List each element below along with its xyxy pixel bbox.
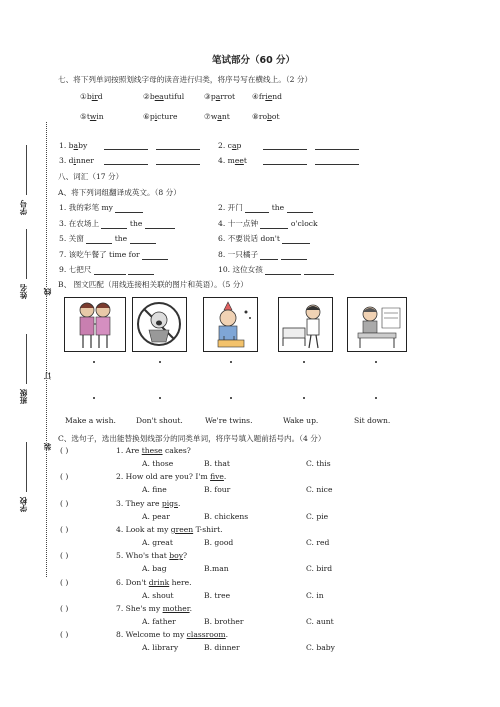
section8-A-instruction: A、将下列词组翻译成英文。（8 分） <box>58 188 181 197</box>
word-number: ⑧ <box>252 112 259 121</box>
word-option <box>252 92 282 101</box>
binding-mark: 装 <box>43 443 52 451</box>
phrase-item <box>218 264 334 275</box>
phrase-number: 6. <box>218 234 228 243</box>
phrase-item <box>218 202 313 213</box>
match-dot[interactable] <box>93 397 95 399</box>
question-underlined-letters: drink <box>148 577 170 587</box>
question-suffix: ? <box>183 551 188 561</box>
word-underlined-letters: i <box>154 112 158 121</box>
side-fill-line[interactable] <box>26 442 27 492</box>
word-suffix: nt <box>221 112 230 121</box>
match-dot[interactable] <box>159 361 161 363</box>
answer-option[interactable]: B. tree <box>204 590 231 600</box>
side-label: 班级 <box>19 389 28 404</box>
word-underlined-letters: ie <box>265 92 273 101</box>
question-text <box>116 525 223 534</box>
phrase-number: 9. <box>59 265 69 274</box>
phrase-fill-word: the <box>129 218 145 228</box>
question-text <box>116 446 191 455</box>
group-word-prefix: c <box>227 141 232 150</box>
question-underlined-letters: five <box>210 472 224 482</box>
question-text <box>116 472 226 481</box>
word-underlined-letters: w <box>89 112 97 121</box>
answer-option[interactable]: C. nice <box>306 485 333 495</box>
word-number: ⑤ <box>80 112 87 121</box>
page-title: 笔试部分（60 分） <box>212 55 296 66</box>
phrase-blank[interactable] <box>287 204 313 213</box>
word-suffix: nd <box>272 92 282 101</box>
phrase-blank[interactable] <box>304 266 334 275</box>
answer-option[interactable]: B. that <box>204 459 230 468</box>
word-underlined-letters: a <box>217 112 222 121</box>
phrase-blank[interactable] <box>282 235 310 244</box>
match-phrase: Don't shout. <box>136 416 183 425</box>
word-number: ④ <box>252 92 259 101</box>
question-number: 8. <box>116 630 126 640</box>
answer-option[interactable]: A. shout <box>142 590 174 600</box>
match-dot[interactable] <box>303 361 305 363</box>
phrase-blank[interactable] <box>145 220 175 229</box>
group-word-suffix: nner <box>75 156 94 165</box>
phrase-blank[interactable] <box>265 266 301 275</box>
phrase-blank[interactable] <box>94 266 126 275</box>
group-word-prefix: b <box>68 141 74 150</box>
match-dot[interactable] <box>375 361 377 363</box>
group-blank[interactable] <box>156 156 200 165</box>
match-phrase: Sit down. <box>354 416 391 425</box>
phrase-number: 4. <box>218 218 228 228</box>
phrase-blank[interactable] <box>128 266 154 275</box>
picture-wake-up <box>278 297 333 352</box>
side-label: 学校 <box>19 497 28 512</box>
phrase-number: 8. <box>218 249 228 259</box>
answer-option[interactable]: A. pear <box>142 511 170 521</box>
word-suffix: utiful <box>163 92 185 101</box>
answer-option[interactable]: A. great <box>142 537 173 547</box>
answer-option[interactable]: C. in <box>306 590 324 600</box>
question-number: 2. <box>116 472 126 482</box>
sit-down-illustration <box>348 298 406 351</box>
answer-option[interactable]: C. pie <box>306 511 329 521</box>
group-blank[interactable] <box>263 141 307 150</box>
group-word-underlined-letters: ee <box>234 156 244 165</box>
phrase-fill-word: o'clock <box>290 218 318 228</box>
phrase-blank[interactable] <box>281 251 307 260</box>
word-number: ⑥ <box>143 112 150 121</box>
side-label: 姓名 <box>19 284 28 299</box>
section8-heading: 八、词汇（17 分） <box>58 172 124 181</box>
answer-option[interactable]: C. baby <box>306 643 335 653</box>
match-dot[interactable] <box>159 397 161 399</box>
phrase-text: 关窗 <box>68 234 87 243</box>
phrase-item <box>218 233 310 244</box>
word-option <box>252 112 280 121</box>
answer-bracket[interactable]: ( ) <box>60 446 69 455</box>
phrase-item <box>59 233 156 244</box>
match-dot[interactable] <box>230 397 232 399</box>
answer-option[interactable]: A. father <box>142 616 176 626</box>
word-number: ⑦ <box>204 112 211 121</box>
question-prefix: They are <box>125 498 162 508</box>
answer-option[interactable]: B. four <box>204 485 231 495</box>
group-blank[interactable] <box>263 156 307 165</box>
question-underlined-letters: green <box>170 524 194 534</box>
binding-mark: 线 <box>43 288 52 296</box>
question-text <box>116 578 192 587</box>
side-fill-line[interactable] <box>26 229 27 279</box>
phrase-number: 1. <box>59 203 69 212</box>
word-suffix: cture <box>157 112 178 121</box>
question-number: 1. <box>116 446 126 455</box>
sound-group <box>218 156 247 165</box>
question-prefix: Don't <box>125 577 149 587</box>
question-text <box>116 499 180 508</box>
phrase-text: 不要说话 don't <box>227 234 283 243</box>
word-option <box>204 92 235 101</box>
phrase-number: 2. <box>218 203 228 212</box>
group-word-suffix: t <box>243 156 247 165</box>
phrase-text: 该吃午餐了 time for <box>68 249 143 259</box>
question-prefix: She's my <box>125 603 163 613</box>
word-option <box>143 92 184 101</box>
word-suffix: ot <box>271 112 280 121</box>
question-suffix: cakes? <box>162 446 191 455</box>
phrase-blank[interactable] <box>86 235 112 244</box>
word-underlined-letters: a <box>215 92 221 101</box>
question-number: 4. <box>116 524 126 534</box>
answer-option[interactable]: A. those <box>142 459 174 468</box>
binding-line <box>46 122 47 577</box>
answer-option[interactable]: B. brother <box>204 616 244 626</box>
question-suffix: . <box>177 498 181 508</box>
question-underlined-letters: mother <box>162 603 190 613</box>
answer-bracket[interactable]: ( ) <box>60 630 69 640</box>
word-number: ③ <box>204 92 211 101</box>
phrase-text: 开门 <box>227 203 246 212</box>
phrase-item <box>218 218 318 229</box>
group-blank[interactable] <box>315 141 359 150</box>
sound-group <box>218 141 241 150</box>
binding-mark: 订 <box>43 372 52 380</box>
word-prefix: p <box>210 92 216 101</box>
group-blank[interactable] <box>315 156 359 165</box>
answer-option[interactable]: C. red <box>306 537 330 547</box>
phrase-text: 十一点钟 <box>227 218 261 228</box>
answer-option[interactable]: B. chickens <box>204 511 249 521</box>
sound-group <box>59 156 94 165</box>
word-prefix: w <box>210 112 218 121</box>
phrase-item <box>218 249 307 260</box>
make-a-wish-illustration <box>204 298 257 351</box>
match-dot[interactable] <box>375 397 377 399</box>
match-phrase: We're twins. <box>205 416 253 425</box>
word-number: ① <box>80 92 87 101</box>
phrase-blank[interactable] <box>101 220 127 229</box>
word-underlined-letters: b <box>267 112 272 121</box>
question-underlined-letters: boy <box>169 551 184 561</box>
phrase-item <box>59 218 175 229</box>
question-suffix: T-shirt. <box>193 524 223 534</box>
question-prefix: Welcome to my <box>125 630 187 640</box>
match-phrase: Wake up. <box>283 416 319 425</box>
question-suffix: . <box>223 472 227 482</box>
phrase-blank[interactable] <box>130 235 156 244</box>
answer-option[interactable]: A. bag <box>142 564 167 574</box>
phrase-blank[interactable] <box>260 251 278 260</box>
group-number: 2. <box>218 141 228 150</box>
sound-group <box>59 141 87 150</box>
word-prefix: ro <box>258 112 268 121</box>
answer-bracket[interactable]: ( ) <box>60 577 69 587</box>
group-word-prefix: m <box>227 156 235 165</box>
group-word-underlined-letters: a <box>231 141 237 150</box>
picture-sit-down <box>347 297 407 352</box>
answer-option[interactable]: B. dinner <box>204 643 240 653</box>
group-word-underlined-letters: a <box>73 141 79 150</box>
word-prefix: b <box>149 92 155 101</box>
phrase-text: 我的彩笔 my <box>68 203 116 212</box>
word-option <box>204 112 230 121</box>
word-underlined-letters: ir <box>91 92 98 101</box>
question-number: 7. <box>116 603 126 613</box>
phrase-item <box>59 249 168 260</box>
sectionC-instruction: C、选句子，选出能替换划线部分的同类单词，将序号填入题前括号内。（4 分） <box>58 434 326 443</box>
phrase-number: 7. <box>59 249 69 259</box>
word-suffix: in <box>96 112 104 121</box>
picture-twins <box>64 297 126 352</box>
phrase-text: 在农场上 <box>68 218 102 228</box>
phrase-text: 一只橘子 <box>227 249 261 259</box>
dont-shout-illustration <box>133 298 186 351</box>
phrase-item <box>59 202 143 213</box>
word-prefix: p <box>149 112 155 121</box>
question-suffix: here. <box>169 577 192 587</box>
match-dot[interactable] <box>93 361 95 363</box>
side-label: 学号 <box>19 200 28 215</box>
word-prefix: t <box>86 112 90 121</box>
word-option <box>80 112 104 121</box>
group-blank[interactable] <box>156 141 200 150</box>
wake-up-illustration <box>279 298 332 351</box>
phrase-number: 3. <box>59 218 69 228</box>
question-prefix: How old are you? I'm <box>125 472 211 482</box>
match-phrase: Make a wish. <box>65 416 116 425</box>
question-underlined-letters: pigs <box>161 498 178 508</box>
group-blank[interactable] <box>104 141 148 150</box>
question-prefix: Who's that <box>125 551 170 561</box>
phrase-blank[interactable] <box>142 251 168 260</box>
answer-option[interactable]: A. fine <box>142 485 167 495</box>
group-number: 4. <box>218 156 228 165</box>
picture-dont-shout <box>132 297 187 352</box>
answer-bracket[interactable]: ( ) <box>60 551 69 561</box>
phrase-text: 这位女孩 <box>232 265 266 274</box>
answer-option[interactable]: C. bird <box>306 564 333 574</box>
answer-option[interactable]: B. good <box>204 537 234 547</box>
question-text <box>116 551 187 560</box>
word-underlined-letters: ea <box>154 92 164 101</box>
answer-option[interactable]: A. library <box>142 643 179 653</box>
phrase-text: 七把尺 <box>68 265 94 274</box>
word-prefix: fr <box>258 92 266 101</box>
word-option <box>80 92 103 101</box>
group-word-prefix: d <box>68 156 74 165</box>
answer-option[interactable]: C. aunt <box>306 616 334 626</box>
phrase-fill-word: the <box>271 203 287 212</box>
question-number: 3. <box>116 498 126 508</box>
answer-bracket[interactable]: ( ) <box>60 498 69 508</box>
question-text <box>116 630 228 639</box>
phrase-item <box>59 264 154 275</box>
phrase-blank[interactable] <box>260 220 288 229</box>
group-word-underlined-letters: i <box>73 156 76 165</box>
group-word-suffix: p <box>236 141 242 150</box>
answer-bracket[interactable]: ( ) <box>60 524 69 534</box>
group-number: 3. <box>59 156 69 165</box>
question-prefix: Are <box>125 446 142 455</box>
question-suffix: . <box>225 630 229 640</box>
group-blank[interactable] <box>104 156 148 165</box>
picture-make-a-wish <box>203 297 258 352</box>
answer-option[interactable]: C. this <box>306 459 331 468</box>
group-number: 1. <box>59 141 69 150</box>
question-number: 5. <box>116 551 126 561</box>
answer-bracket[interactable]: ( ) <box>60 472 69 482</box>
answer-bracket[interactable]: ( ) <box>60 603 69 613</box>
question-suffix: . <box>189 603 192 613</box>
question-text <box>116 604 192 613</box>
question-number: 6. <box>116 577 126 587</box>
word-prefix: b <box>86 92 92 101</box>
group-word-suffix: by <box>78 141 88 150</box>
word-suffix: d <box>97 92 103 101</box>
phrase-fill-word: the <box>114 234 130 243</box>
word-suffix: rrot <box>220 92 236 101</box>
phrase-blank[interactable] <box>115 204 143 213</box>
twins-illustration <box>65 298 125 351</box>
word-number: ② <box>143 92 150 101</box>
phrase-number: 10. <box>218 265 233 274</box>
question-prefix: Look at my <box>125 524 171 534</box>
match-dot[interactable] <box>303 397 305 399</box>
section8-B-instruction: B、 图文匹配（用线连接相关联的图片和英语）。（5 分） <box>58 280 248 289</box>
phrase-number: 5. <box>59 234 69 243</box>
section7-instruction: 七、将下列单词按照划线字母的读音进行归类，将序号写在横线上。（2 分） <box>58 75 313 84</box>
side-fill-line[interactable] <box>26 145 27 195</box>
phrase-blank[interactable] <box>245 204 269 213</box>
match-dot[interactable] <box>230 361 232 363</box>
word-option <box>143 112 177 121</box>
question-underlined-letters: these <box>141 446 163 455</box>
answer-option[interactable]: B.man <box>204 564 229 574</box>
question-underlined-letters: classroom <box>186 630 226 640</box>
side-fill-line[interactable] <box>26 334 27 384</box>
